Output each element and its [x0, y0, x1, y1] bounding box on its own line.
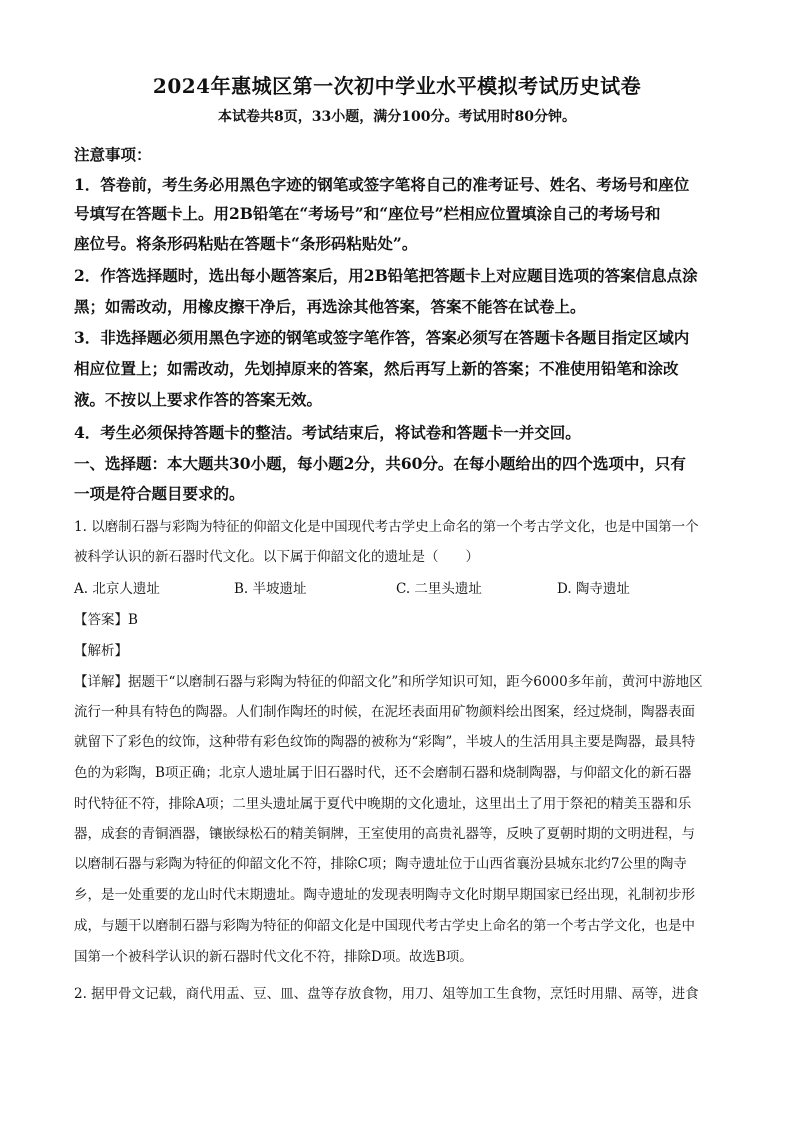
exam-info: 本试卷共8页，33小题，满分100分。考试用时80分钟。: [218, 109, 576, 125]
detail-line: 时代特征不符，排除A项；二里头遗址属于夏代中晚期的文化遗址，这里出土了用于祭祀的精美玉器和乐: [74, 796, 692, 812]
section-heading: 一、选择题：本大题共30小题，每小题2分，共60分。在每小题给出的四个选项中，只有: [74, 454, 686, 473]
detail-line: 器，成套的青铜酒器，镶嵌绿松石的精美铜牌，王室使用的高贵礼器等，反映了夏朝时期的文明进程，与: [74, 826, 695, 842]
note-line: 3．非选择题必须用黑色字迹的钢笔或签字笔作答，答案必须写在答题卡各题目指定区域内: [74, 328, 690, 347]
option-b: B. 半坡遗址: [234, 581, 307, 597]
analysis-label: 【解析】: [74, 643, 128, 659]
detail-line: 流行一种具有特色的陶器。人们制作陶坯的时候，在泥坯表面用矿物颜料绘出图案，经过烧制，陶器表面: [74, 704, 695, 720]
note-line: 号填写在答题卡上。用2B铅笔在“考场号”和“座位号”栏相应位置填涂自己的考场号和: [74, 204, 661, 223]
note-line: 相应位置上；如需改动，先划掉原来的答案，然后再写上新的答案；不准使用铅笔和涂改: [74, 359, 679, 378]
question-stem: 1. 以磨制石器与彩陶为特征的仰韶文化是中国现代考古学史上命名的第一个考古学文化，也是中国第一个: [74, 519, 699, 535]
question-stem: 被科学认识的新石器时代文化。以下属于仰韶文化的遗址是（ ）: [74, 549, 479, 565]
detail-line: 国第一个被科学认识的新石器时代文化不符，排除D项。故选B项。: [74, 949, 473, 965]
note-line: 2．作答选择题时，选出每小题答案后，用2B铅笔把答题卡上对应题目选项的答案信息点涂: [74, 266, 698, 285]
section-heading: 一项是符合题目要求的。: [74, 484, 245, 503]
question-stem: 2. 据甲骨文记载，商代用盂、豆、皿、盘等存放食物，用刀、俎等加工生食物，烹饪时用鼎、鬲等，进食: [74, 986, 699, 1002]
answer-label: 【答案】B: [74, 612, 138, 628]
option-a: A. 北京人遗址: [74, 581, 160, 597]
option-d: D. 陶寺遗址: [557, 581, 630, 597]
detail-line: 就留下了彩色的纹饰，这种带有彩色纹饰的陶器的被称为“彩陶”，半坡人的生活用具主要是陶器，最具特: [74, 734, 696, 750]
detail-line: 以磨制石器与彩陶为特征的仰韶文化不符，排除C项；陶寺遗址位于山西省襄汾县城东北约7公里的陶寺: [74, 856, 687, 872]
note-line: 4．考生必须保持答题卡的整洁。考试结束后，将试卷和答题卡一并交回。: [74, 423, 581, 442]
detail-line: 乡，是一处重要的龙山时代末期遗址。陶寺遗址的发现表明陶寺文化时期早期国家已经出现，礼制初步形: [74, 887, 695, 903]
option-c: C. 二里头遗址: [396, 581, 482, 597]
note-line: 1．答卷前，考生务必用黑色字迹的钢笔或签字笔将自己的准考证号、姓名、考场号和座位: [74, 175, 690, 194]
detail-line: 色的为彩陶，B项正确；北京人遗址属于旧石器时代，还不会磨制石器和烧制陶器，与仰韶文化的新石器: [74, 765, 692, 781]
note-line: 座位号。将条形码粘贴在答题卡“条形码粘贴处”。: [74, 234, 418, 253]
detail-line: 【详解】据题干“以磨制石器与彩陶为特征的仰韶文化”和所学知识可知，距今6000多年前，黄河中游地区: [74, 674, 703, 690]
page-title: 2024年惠城区第一次初中学业水平模拟考试历史试卷: [152, 74, 642, 98]
note-line: 液。不按以上要求作答的答案无效。: [74, 390, 323, 409]
detail-line: 成，与题干以磨制石器与彩陶为特征的仰韶文化是中国现代考古学史上命名的第一个考古学文化，也是中: [74, 918, 695, 934]
notes-heading: 注意事项：: [74, 145, 152, 164]
note-line: 黑；如需改动，用橡皮擦干净后，再选涂其他答案，答案不能答在试卷上。: [74, 297, 586, 316]
